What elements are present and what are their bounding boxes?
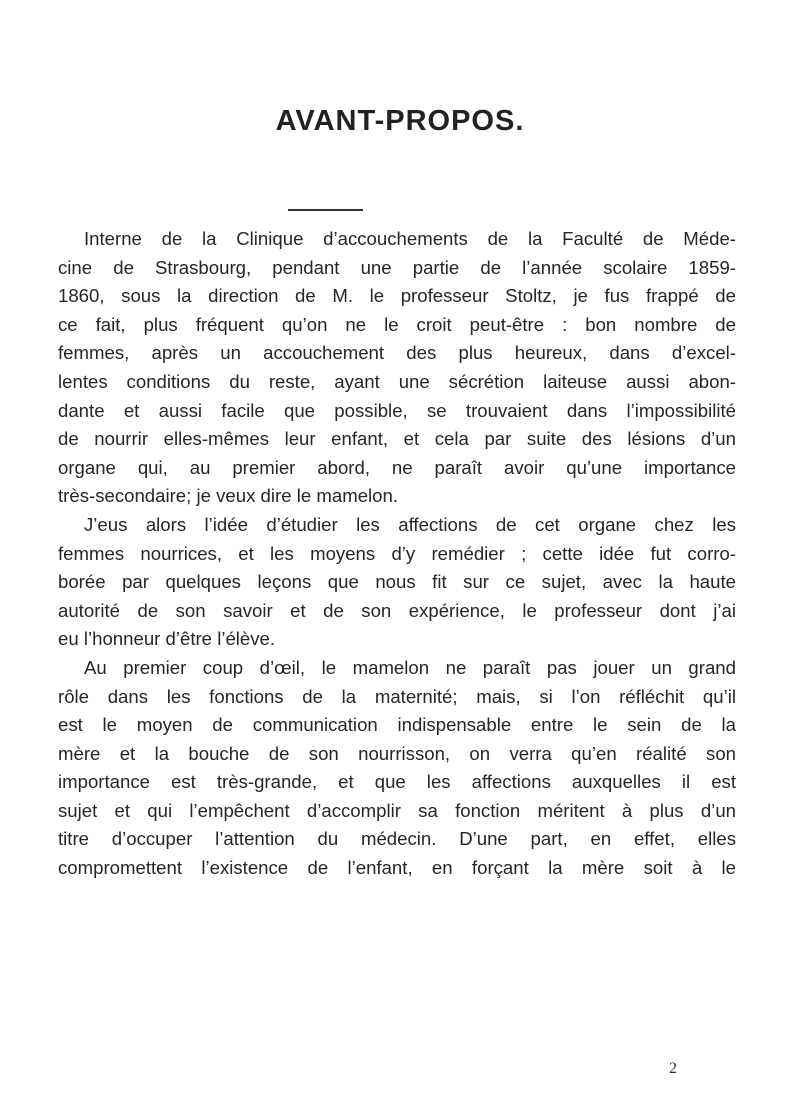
text-line: J’eus alors l’idée d’étudier les affections de cet organe chez les — [84, 513, 736, 535]
text-line: Au premier coup d’œil, le mamelon ne paraît pas jouer un grand — [84, 656, 736, 678]
body-text — [58, 225, 736, 883]
text-line: femmes, après un accouchement des plus heureux, dans d’excel- — [58, 342, 736, 364]
text-line: eu l’honneur d’être l’élève. — [58, 628, 276, 650]
text-line: très-secondaire; je veux dire le mamelon. — [58, 485, 399, 507]
text-line: compromettent l’existence de l’enfant, en forçant la mère soit à le — [58, 857, 736, 879]
paragraph-3 — [58, 654, 736, 883]
paragraph-2 — [58, 511, 736, 654]
text-line: rôle dans les fonctions de la maternité; mais, si l’on réfléchit qu’il — [58, 685, 736, 707]
text-line: titre d’occuper l’attention du médecin. D’une part, en effet, elles — [58, 828, 736, 850]
text-line: femmes nourrices, et les moyens d’y remédier ; cette idée fut corro- — [58, 542, 736, 564]
text-line: lentes conditions du reste, ayant une sécrétion laiteuse aussi abon- — [58, 370, 736, 392]
text-line: est le moyen de communication indispensable entre le sein de la — [58, 714, 736, 736]
text-line: organe qui, au premier abord, ne paraît avoir qu’une importance — [58, 456, 736, 478]
text-line: sujet et qui l’empêchent d’accomplir sa fonction méritent à plus d’un — [58, 799, 736, 821]
text-line: autorité de son savoir et de son expérience, le professeur dont j’ai — [58, 599, 736, 621]
text-line: importance est très-grande, et que les affections auxquelles il est — [58, 771, 736, 793]
paragraph-1 — [58, 225, 736, 511]
page-title: AVANT-PROPOS. — [275, 105, 525, 137]
text-line: ce fait, plus fréquent qu’on ne le croit peut-être : bon nombre de — [58, 313, 736, 335]
page-number: 2 — [669, 1060, 677, 1077]
text-line: mère et la bouche de son nourrisson, on verra qu’en réalité son — [58, 742, 736, 764]
text-line: Interne de la Clinique d’accouchements de la Faculté de Méde- — [84, 228, 736, 249]
text-line: de nourrir elles-mêmes leur enfant, et cela par suite des lésions d’un — [58, 428, 736, 450]
text-line: dante et aussi facile que possible, se trouvaient dans l’impossibilité — [58, 399, 736, 421]
text-line: borée par quelques leçons que nous fit sur ce sujet, avec la haute — [58, 571, 736, 593]
text-line: 1860, sous la direction de M. le professeur Stoltz, je fus frappé de — [58, 285, 736, 307]
text-line: cine de Strasbourg, pendant une partie de l’année scolaire 1859- — [58, 256, 736, 278]
title-divider — [288, 209, 363, 211]
